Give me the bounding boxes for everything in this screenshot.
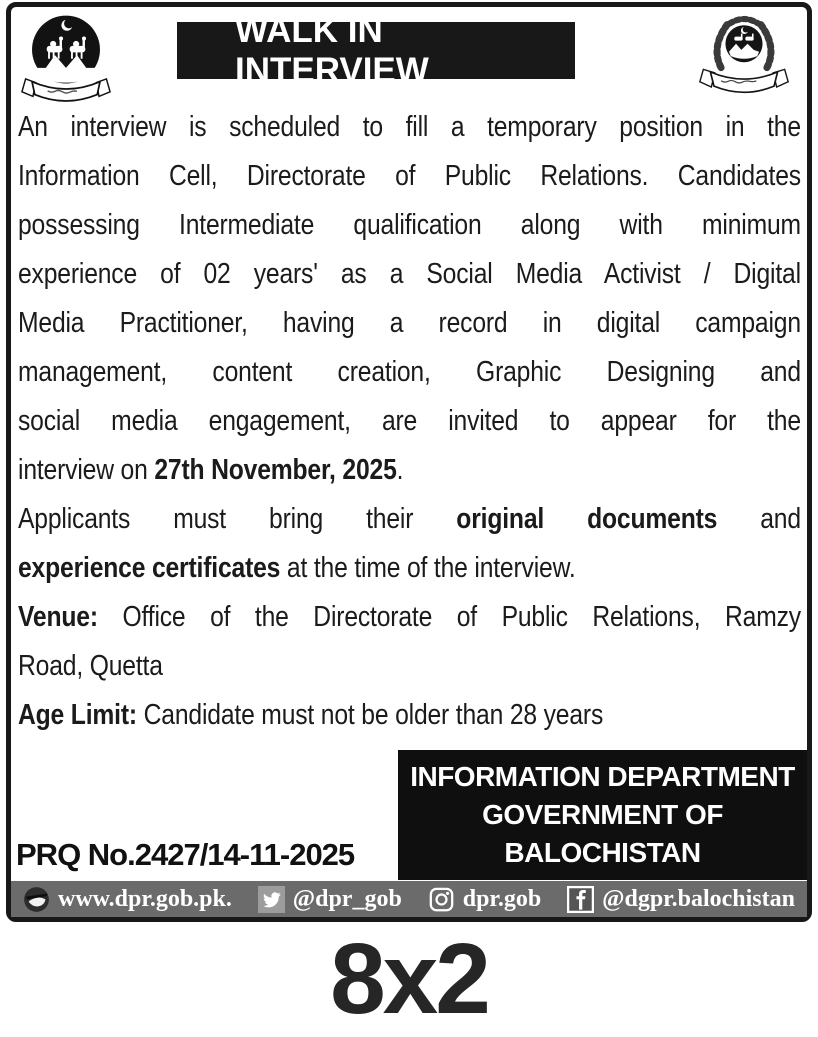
- body-line: [18, 201, 801, 250]
- body-line: [18, 152, 801, 201]
- body-line: [18, 593, 801, 642]
- body-text: [18, 103, 801, 740]
- prq-number: PRQ No.2427/14-11-2025: [16, 837, 355, 872]
- body-text-run: An interview is scheduled to fill a temporary position in the: [18, 111, 801, 143]
- body-line: [18, 446, 801, 495]
- ad-frame: [6, 2, 812, 922]
- body-line: [18, 642, 801, 691]
- website-item: [23, 886, 232, 913]
- body-text-run: at the time of the interview.: [280, 552, 576, 584]
- body-text-run: interview on: [18, 454, 155, 486]
- twitter-icon: [258, 886, 285, 913]
- body-text-run: Candidate must not be older than 28 years: [143, 699, 604, 731]
- body-text-bold: original documents: [456, 503, 718, 535]
- issuer-box: [398, 750, 807, 880]
- issuer-line: INFORMATION DEPARTMENT: [410, 761, 795, 792]
- dpr-seal-icon: [691, 11, 797, 103]
- body-text-run: social media engagement, are invited to appear for the: [18, 405, 801, 437]
- body-line: [18, 299, 801, 348]
- body-text-run: Applicants must bring their: [18, 503, 457, 535]
- facebook-handle[interactable]: @dgpr.balochistan: [602, 885, 795, 912]
- body-text-run: Information Cell, Directorate of Public Relations. Candidates: [18, 160, 801, 192]
- ad-title-bar: [177, 10, 575, 90]
- twitter-item: [258, 886, 402, 913]
- body-text-run: Media Practitioner, having a record in digital campaign: [18, 307, 801, 339]
- social-bar: [11, 881, 807, 917]
- ad-size-label: 8x2: [330, 923, 488, 1035]
- body-line: [18, 397, 801, 446]
- ad-title: WALK IN INTERVIEW: [235, 10, 429, 90]
- body-line: [18, 544, 801, 593]
- instagram-handle[interactable]: dpr.gob: [462, 885, 542, 912]
- body-line: [18, 103, 801, 152]
- instagram-icon: [428, 886, 455, 913]
- facebook-item: [567, 886, 795, 913]
- body-text-run: experience of 02 years' as a Social Media Activist / Digital: [18, 258, 801, 290]
- body-line: [18, 348, 801, 397]
- body-text-run: Road, Quetta: [18, 650, 163, 682]
- issuer-line: BALOCHISTAN: [504, 837, 701, 868]
- body-text-bold: Venue:: [18, 601, 123, 633]
- body-text-run: .: [396, 454, 404, 486]
- globe-icon: [23, 886, 50, 913]
- body-line: [18, 250, 801, 299]
- instagram-item: [428, 886, 542, 913]
- government-of-balochistan-emblem: [20, 11, 112, 113]
- body-text-run: Office of the Directorate of Public Relations, Ramzy: [122, 601, 801, 633]
- body-text-run: and: [717, 503, 801, 535]
- body-text-run: possessing Intermediate qualification along with minimum: [18, 209, 801, 241]
- body-text-bold: Age Limit:: [18, 699, 144, 731]
- balochistan-seal-icon: [20, 11, 112, 112]
- directorate-of-public-relations-emblem: [691, 11, 797, 107]
- body-line: [18, 691, 801, 740]
- body-text-run: management, content creation, Graphic Designing and: [18, 356, 801, 388]
- body-text-bold: experience certificates: [18, 552, 281, 584]
- issuer-line: GOVERNMENT OF: [482, 799, 723, 830]
- website-link[interactable]: www.dpr.gob.pk.: [58, 885, 232, 912]
- body-text-bold: 27th November, 2025: [154, 454, 397, 486]
- facebook-icon: [567, 886, 594, 913]
- body-line: [18, 495, 801, 544]
- twitter-handle[interactable]: @dpr_gob: [292, 885, 402, 912]
